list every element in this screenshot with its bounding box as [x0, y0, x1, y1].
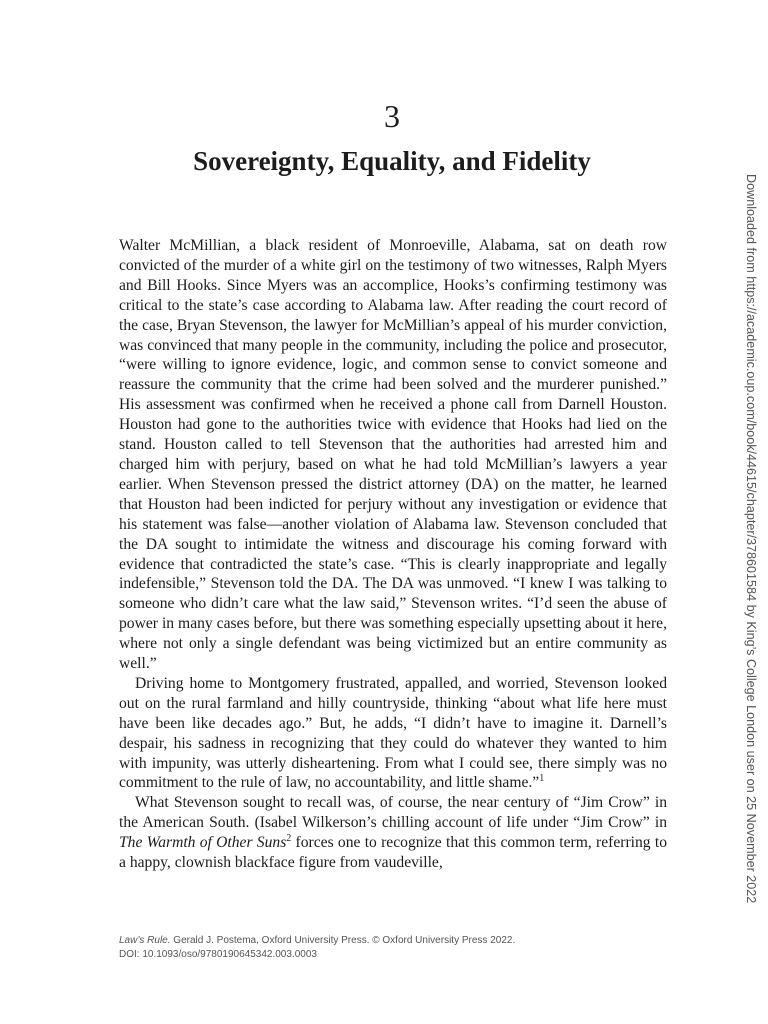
paragraph-3	[119, 793, 667, 873]
citation-line	[119, 934, 679, 948]
paragraph-text: Walter McMillian, a black resident of Monroeville, Alabama, sat on death row convicted of the murder of a white girl on the testimony of two witnesses, Ralph Myers and Bill Hooks. Since Myers was an accomplice, Hooks’s confirming testimony was critical to the state’s case according to Alabama law. After reading the court record of the case, Bryan Stevenson, the lawyer for McMillian’s appeal of his murder conviction, was convinced that many people in the community, including the police and prosecutor, “were willing to ignore evidence, logic, and common sense to convict someone and reassure the community that the crime had been solved and the murderer punished.” His assessment was confirmed when he received a phone call from Darnell Houston. Houston had gone to the authorities twice with evidence that Hooks had lied on the stand. Houston called to tell Stevenson that the authorities had arrested him and charged him with perjury, based on what he had told McMillian’s lawyers a year earlier. When Stevenson pressed the district attorney (DA) on the matter, he learned that Houston had been indicted for perjury without any investigation or evidence that his statement was false—another violation of Alabama law. Stevenson concluded that the DA sought to intimidate the witness and discourage his coming forward with evidence that contradicted the state’s case. “This is clearly inappropriate and legally indefensible,” Stevenson told the DA. The DA was unmoved. “I knew I was talking to someone who didn’t care what the law said,” Stevenson writes. “I’d seen the abuse of power in many cases before, but there was something especially upsetting about it here, where not only a single defendant was being victimized but an entire community as well.”	[119, 237, 667, 673]
book-title: The Warmth of Other Suns	[119, 834, 287, 852]
paragraph-text: What Stevenson sought to recall was, of course, the near century of “Jim Crow” in the American South. (Isabel Wilkerson’s chilling account of life under “Jim Crow” in	[119, 794, 667, 832]
paragraph-2	[119, 674, 667, 793]
footnote-marker[interactable]: 2	[286, 833, 292, 844]
body-text	[119, 236, 667, 873]
footnote-marker[interactable]: 1	[539, 773, 545, 785]
citation-text: Gerald J. Postema, Oxford University Press. © Oxford University Press 2022.	[170, 935, 516, 946]
chapter-title: Sovereignty, Equality, and Fidelity	[193, 146, 591, 176]
page-footer	[119, 934, 679, 962]
chapter-number: 3	[384, 98, 400, 134]
book-name: Law’s Rule.	[119, 935, 171, 946]
paragraph-text: forces one to recognize that this common term, referring to a happy, clownish blackface figure from vaudeville,	[119, 834, 667, 872]
paragraph-text: Driving home to Montgomery frustrated, appalled, and worried, Stevenson looked out on the rural farmland and hilly countryside, thinking “about what life here must have been like decades ago.” But, he adds, “I didn’t have to imagine it. Darnell’s despair, his sadness in recognizing that they could do whatever they wanted to him with impunity, was utterly disheartening. From what I could see, there simply was no commitment to the rule of law, no accountability, and little shame.”	[119, 674, 667, 792]
download-watermark: Downloaded from https://academic.oup.com/book/44615/chapter/378601584 by King’s College London user on 25 November 2022	[744, 174, 758, 904]
paragraph-1	[119, 236, 667, 674]
doi-line[interactable]: DOI: 10.1093/oso/9780190645342.003.0003	[119, 949, 317, 960]
